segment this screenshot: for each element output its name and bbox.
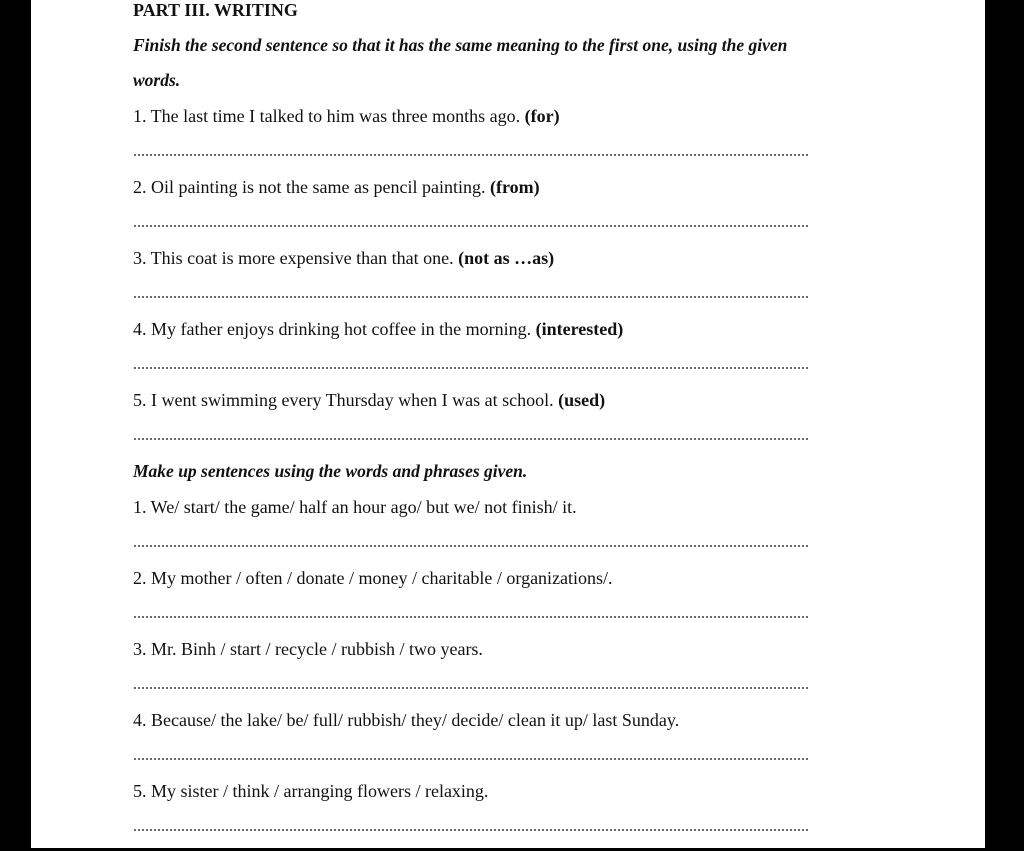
item-keyword: (interested)	[535, 319, 624, 339]
answer-line-b3[interactable]	[133, 687, 809, 689]
section-b-item-1: 1. We/ start/ the game/ half an hour ago/ but we/ not finish/ it.	[133, 497, 577, 517]
answer-line-b1[interactable]	[133, 545, 809, 547]
section-b-item-4: 4. Because/ the lake/ be/ full/ rubbish/ they/ decide/ clean it up/ last Sunday.	[133, 710, 680, 730]
section-a-item-3	[133, 247, 554, 269]
section-a-instruction-line1: Finish the second sentence so that it has the same meaning to the first one, using the given	[133, 35, 788, 55]
item-text: 2. Oil painting is not the same as pencil painting.	[133, 177, 490, 197]
section-a-item-5	[133, 389, 605, 411]
item-text: 3. This coat is more expensive than that one.	[133, 248, 459, 268]
section-b-instruction: Make up sentences using the words and phrases given.	[133, 461, 528, 481]
answer-line-a3[interactable]	[133, 296, 809, 298]
answer-line-a1[interactable]	[133, 154, 809, 156]
section-b-item-5: 5. My sister / think / arranging flowers / relaxing.	[133, 781, 489, 801]
worksheet-page	[31, 0, 985, 848]
section-b-item-2: 2. My mother / often / donate / money / charitable / organizations/.	[133, 568, 613, 588]
answer-line-b2[interactable]	[133, 616, 809, 618]
section-a-item-2	[133, 176, 540, 198]
item-keyword: (from)	[489, 177, 540, 197]
answer-line-b4[interactable]	[133, 758, 809, 760]
item-keyword: (used)	[558, 390, 606, 410]
item-keyword: (for)	[524, 106, 560, 126]
item-text: 4. My father enjoys drinking hot coffee in the morning.	[133, 319, 536, 339]
section-a-instruction-line2: words.	[133, 70, 181, 90]
section-a-item-4	[133, 318, 623, 340]
section-b-item-3: 3. Mr. Binh / start / recycle / rubbish / two years.	[133, 639, 483, 659]
answer-line-a2[interactable]	[133, 225, 809, 227]
item-keyword: (not as …as)	[458, 248, 555, 268]
answer-line-a5[interactable]	[133, 438, 809, 440]
answer-line-b5[interactable]	[133, 829, 809, 831]
answer-line-a4[interactable]	[133, 367, 809, 369]
item-text: 5. I went swimming every Thursday when I was at school.	[133, 390, 559, 410]
item-text: 1. The last time I talked to him was three months ago.	[133, 106, 525, 126]
section-a-item-1	[133, 105, 560, 127]
part-title: PART III. WRITING	[133, 0, 298, 20]
